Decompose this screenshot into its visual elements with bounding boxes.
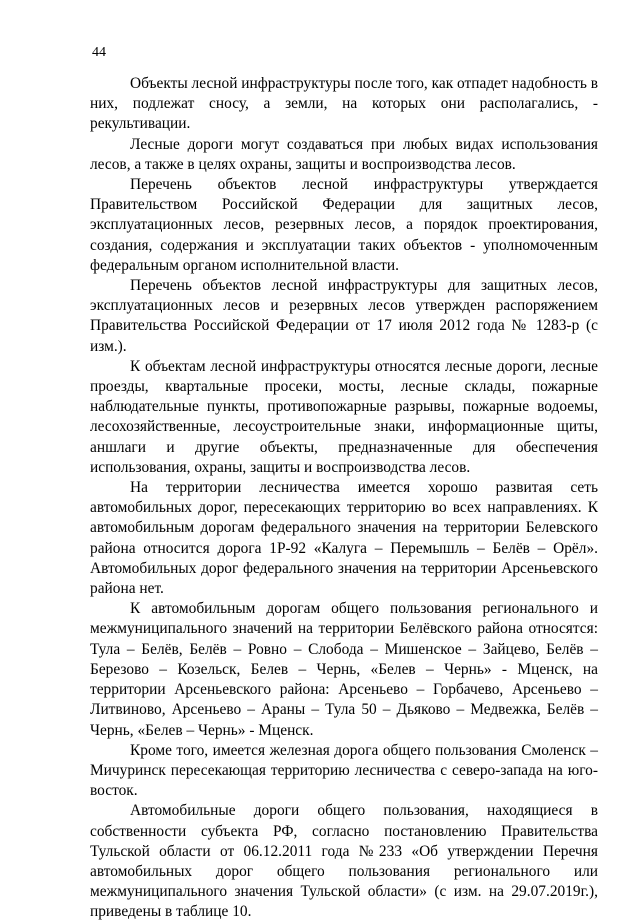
paragraph: Перечень объектов лесной инфраструктуры для защитных лесов, эксплуатационных лесов и резервных лесов утвержден распоряжением Правительства Российской Федерации от 17 июля 2012 года № 1283-р (с изм.). (90, 277, 598, 355)
paragraph: Лесные дороги могут создаваться при любых видах использования лесов, а также в целях охраны, защиты и воспроизводства лесов. (90, 135, 598, 173)
paragraph: Кроме того, имеется железная дорога общего пользования Смоленск – Мичуринск пересекающая территорию лесничества с северо-запада на юго-восток. (90, 741, 598, 800)
paragraph: К объектам лесной инфраструктуры относятся лесные дороги, лесные проезды, квартальные просеки, мосты, лесные склады, пожарные наблюдательные пункты, противопожарные разрывы, пожарные водоемы, лесохозяйственные, лесоустроительные знаки, информационные щиты, аншлаги и другие объекты, предназначенные для обеспечения использования, охраны, защиты и воспроизводства лесов. (90, 357, 598, 476)
paragraph: К автомобильным дорогам общего пользования регионального и межмуниципального значений на территории Белёвского района относятся: Тула – Белёв, Белёв – Ровно – Слобода – Мишенское – Зайцево, Белёв – Березово – Козельск, Белев – Чернь, «Белев – Чернь» - Мценск, на территории Арсеньевского района: Арсеньево – Горбачево, Арсеньево – Литвиново, Арсеньево – Араны – Тула 50 – Дьяково – Медвежка, Белёв – Чернь, «Белев – Чернь» - Мценск. (90, 600, 598, 739)
paragraph: Перечень объектов лесной инфраструктуры утверждается Правительством Российской Федерации для защитных лесов, эксплуатационных лесов, резервных лесов, а порядок проектирования, создания, содержания и эксплуатации таких объектов - уполномоченным федеральным органом исполнительной власти. (90, 176, 598, 274)
document-body (90, 74, 598, 923)
page-number: 44 (92, 45, 106, 60)
paragraph: Автомобильные дороги общего пользования, находящиеся в собственности субъекта РФ, согласно постановлению Правительства Тульской области от 06.12.2011 года №233 «Об утверждении Перечня автомобильных дорог общего пользования регионального или межмуниципального значения Тульской области» (с изм. на 29.07.2019г.), приведены в таблице 10. (90, 802, 598, 921)
paragraph: На территории лесничества имеется хорошо развитая сеть автомобильных дорог, пересекающих территорию во всех направлениях. К автомобильным дорогам федерального значения на территории Белевского района относится дорога 1Р-92 «Калуга – Перемышль – Белёв – Орёл». Автомобильных дорог федерального значения на территории Арсеньевского района нет. (90, 479, 598, 598)
paragraph: Объекты лесной инфраструктуры после того, как отпадет надобность в них, подлежат сносу, а земли, на которых они располагались, - рекультивации. (90, 75, 598, 133)
